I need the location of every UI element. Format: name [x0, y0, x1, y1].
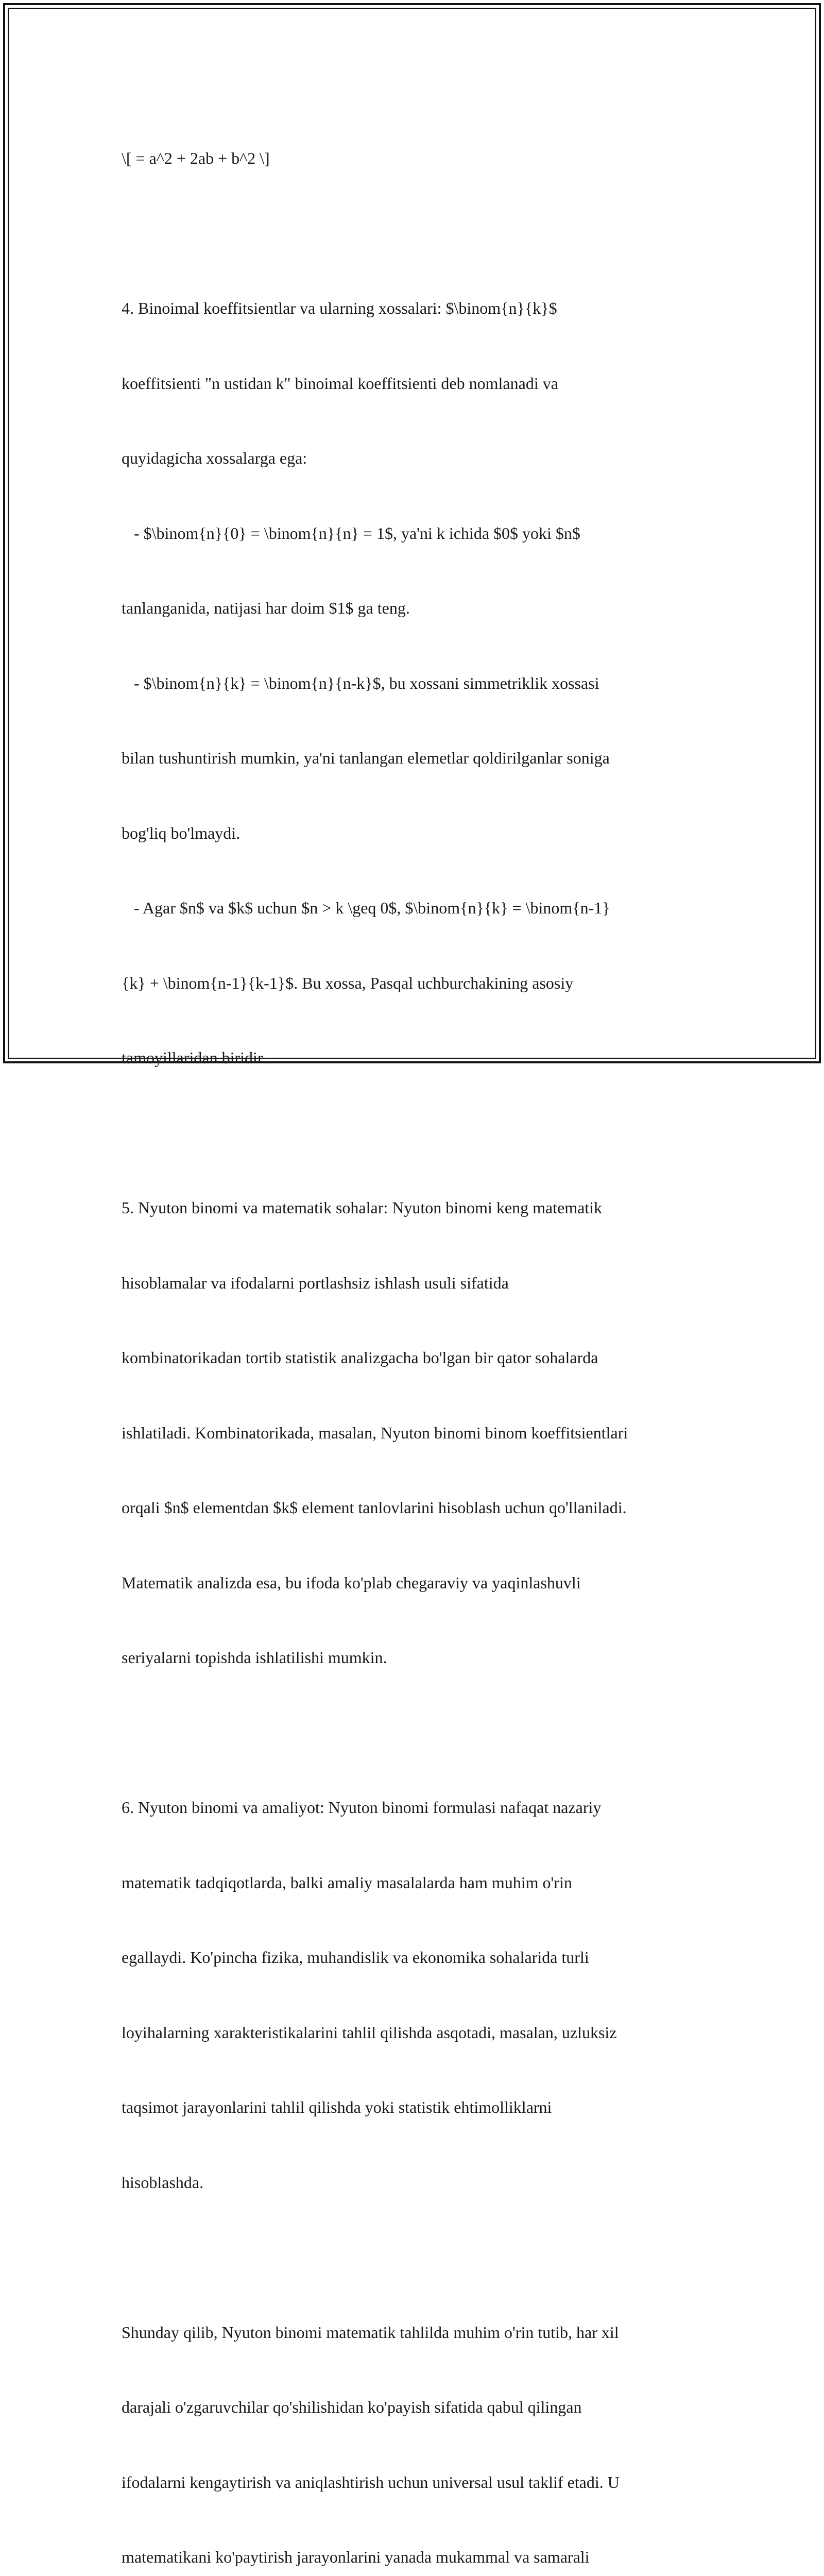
section-5-paragraph — [122, 1145, 703, 1720]
section-6-line-2: matematik tadqiqotlarda, balki amaliy masalalarda ham muhim o'rin — [122, 1870, 703, 1895]
conclusion-line-1: Shunday qilib, Nyuton binomi matematik tahlilda muhim o'rin tutib, har xil — [122, 2320, 703, 2345]
section-4-bullet-3-line-2: {k} + \binom{n-1}{k-1}$. Bu xossa, Pasqal uchburchakining asosiy — [122, 971, 703, 996]
conclusion-line-2: darajali o'zgaruvchilar qo'shilishidan ko'payish sifatida qabul qilingan — [122, 2395, 703, 2420]
section-5-line-1: 5. Nyuton binomi va matematik sohalar: Nyuton binomi keng matematik — [122, 1195, 703, 1221]
section-6-line-3: egallaydi. Ko'pincha fizika, muhandislik va ekonomika sohalarida turli — [122, 1945, 703, 1970]
section-4-intro-line-3: quyidagicha xossalarga ega: — [122, 446, 703, 471]
conclusion-paragraph — [122, 2270, 703, 2576]
document-page — [0, 0, 824, 1066]
section-5-line-3: kombinatorikadan tortib statistik analizgacha bo'lgan bir qator sohalarda — [122, 1345, 703, 1370]
section-4-bullet-3-line-3: tamoyillaridan biridir. — [122, 1045, 703, 1071]
conclusion-line-3: ifodalarni kengaytirish va aniqlashtirish uchun universal usul taklif etadi. U — [122, 2470, 703, 2495]
section-4-intro-line-1: 4. Binoimal koeffitsientlar va ularning xossalari: $\binom{n}{k}$ — [122, 296, 703, 321]
section-6-line-4: loyihalarning xarakteristikalarini tahlil qilishda asqotadi, masalan, uzluksiz — [122, 2020, 703, 2045]
section-5-line-2: hisoblamalar va ifodalarni portlashsiz ishlash usuli sifatida — [122, 1270, 703, 1296]
section-6-line-1: 6. Nyuton binomi va amaliyot: Nyuton binomi formulasi nafaqat nazariy — [122, 1795, 703, 1820]
section-4-paragraph — [122, 246, 703, 1121]
section-4-bullet-2-line-1: - $\binom{n}{k} = \binom{n}{n-k}$, bu xossani simmetriklik xossasi — [122, 671, 703, 696]
section-6-paragraph — [122, 1745, 703, 2245]
section-5-line-6: Matematik analizda esa, bu ifoda ko'plab chegaraviy va yaqinlashuvli — [122, 1570, 703, 1596]
section-4-bullet-3-line-1: - Agar $n$ va $k$ uchun $n > k \geq 0$, $\binom{n}{k} = \binom{n-1} — [122, 895, 703, 921]
section-4-bullet-2-line-3: bog'liq bo'lmaydi. — [122, 821, 703, 846]
equation-paragraph — [122, 96, 703, 221]
section-4-bullet-1-line-1: - $\binom{n}{0} = \binom{n}{n} = 1$, ya'ni k ichida $0$ yoki $n$ — [122, 521, 703, 546]
section-4-bullet-1-line-2: tanlanganida, natijasi har doim $1$ ga teng. — [122, 596, 703, 621]
section-4-intro-line-2: koeffitsienti "n ustidan k" binoimal koeffitsienti deb nomlanadi va — [122, 371, 703, 396]
section-5-line-7: seriyalarni topishda ishlatilishi mumkin. — [122, 1645, 703, 1670]
section-6-line-5: taqsimot jarayonlarini tahlil qilishda yoki statistik ehtimolliklarni — [122, 2095, 703, 2120]
equation-line: \[ = a^2 + 2ab + b^2 \] — [122, 146, 703, 171]
section-5-line-4: ishlatiladi. Kombinatorikada, masalan, Nyuton binomi binom koeffitsientlari — [122, 1420, 703, 1446]
document-body — [122, 96, 703, 2576]
section-4-bullet-2-line-2: bilan tushuntirish mumkin, ya'ni tanlangan elemetlar qoldirilganlar soniga — [122, 745, 703, 771]
section-6-line-6: hisoblashda. — [122, 2170, 703, 2195]
section-5-line-5: orqali $n$ elementdan $k$ element tanlovlarini hisoblash uchun qo'llaniladi. — [122, 1495, 703, 1520]
conclusion-line-4: matematikani ko'paytirish jarayonlarini yanada mukammal va samarali — [122, 2545, 703, 2570]
